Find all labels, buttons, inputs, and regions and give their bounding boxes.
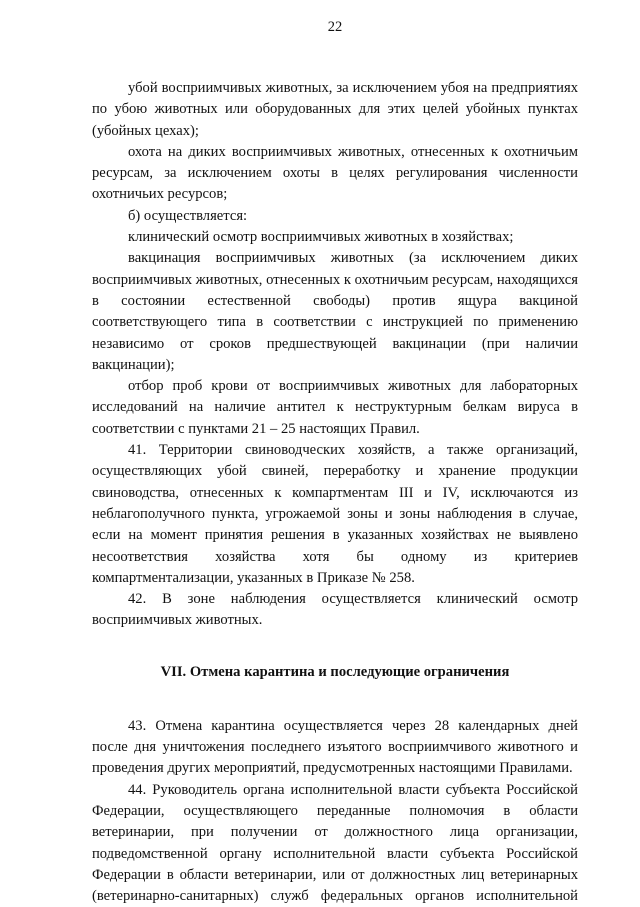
paragraph-clause-43: 43. Отмена карантина осуществляется через 28 календарных дней после дня уничтожения последнего изъятого восприимчивого животного и проведения других мероприятий, предусмотренных настоящими Правилами.: [92, 717, 578, 777]
paragraph-vaccination: вакцинация восприимчивых животных (за исключением диких восприимчивых животных, отнесенных к охотничьим ресурсам, находящихся в состоянии естественной свободы) против ящура вакциной соответствующего типа в соответствии с инструкцией по применению независимо от сроков предшествующей вакцинации (при наличии вакцинации);: [92, 250, 578, 373]
paragraph-hunting: охота на диких восприимчивых животных, отнесенных к охотничьим ресурсам, за исключением охоты в целях регулирования численности охотничьих ресурсов;: [92, 143, 578, 203]
document-body: [92, 78, 578, 907]
paragraph-clinical-exam: клинический осмотр восприимчивых животных в хозяйствах;: [128, 229, 514, 246]
paragraph-blood-samples: отбор проб крови от восприимчивых животных для лабораторных исследований на наличие антител к неструктурным белкам вируса в соответствии с пунктами 21 – 25 настоящих Правил.: [92, 378, 578, 437]
paragraph-clause-42: 42. В зоне наблюдения осуществляется клинический осмотр восприимчивых животных.: [92, 591, 578, 629]
section-heading: VII. Отмена карантина и последующие ограничения: [160, 663, 510, 680]
paragraph-item-b: б) осуществляется:: [128, 207, 248, 224]
page-number: 22: [327, 19, 343, 35]
paragraph-slaughter: убой восприимчивых животных, за исключением убоя на предприятиях по убою животных или оборудованных для этих целей убойных пунктах (убойных цехах);: [92, 80, 578, 139]
paragraph-clause-44: 44. Руководитель органа исполнительной власти субъекта Российской Федерации, осуществляющего переданные полномочия в области ветеринарии, при получении от должностного лица организации, подведомственной органу исполнительной власти субъекта Российской Федерации в области ветеринарии, или от должностных лиц ветеринарных (ветеринарно-санитарных) служб федеральных органов исполнительной: [92, 781, 578, 905]
paragraph-clause-41: 41. Территории свиноводческих хозяйств, а также организаций, осуществляющих убой свиней, переработку и хранение продукции свиноводства, отнесенных к компартментам III и IV, исключаются из неблагополучного пункта, угрожаемой зоны и зоны наблюдения в случае, если на момент принятия решения в указанных хозяйствах не выявлено несоответствия хозяйства хотя бы одному из критериев компартментализации, указанных в Приказе № 258.: [92, 442, 578, 586]
